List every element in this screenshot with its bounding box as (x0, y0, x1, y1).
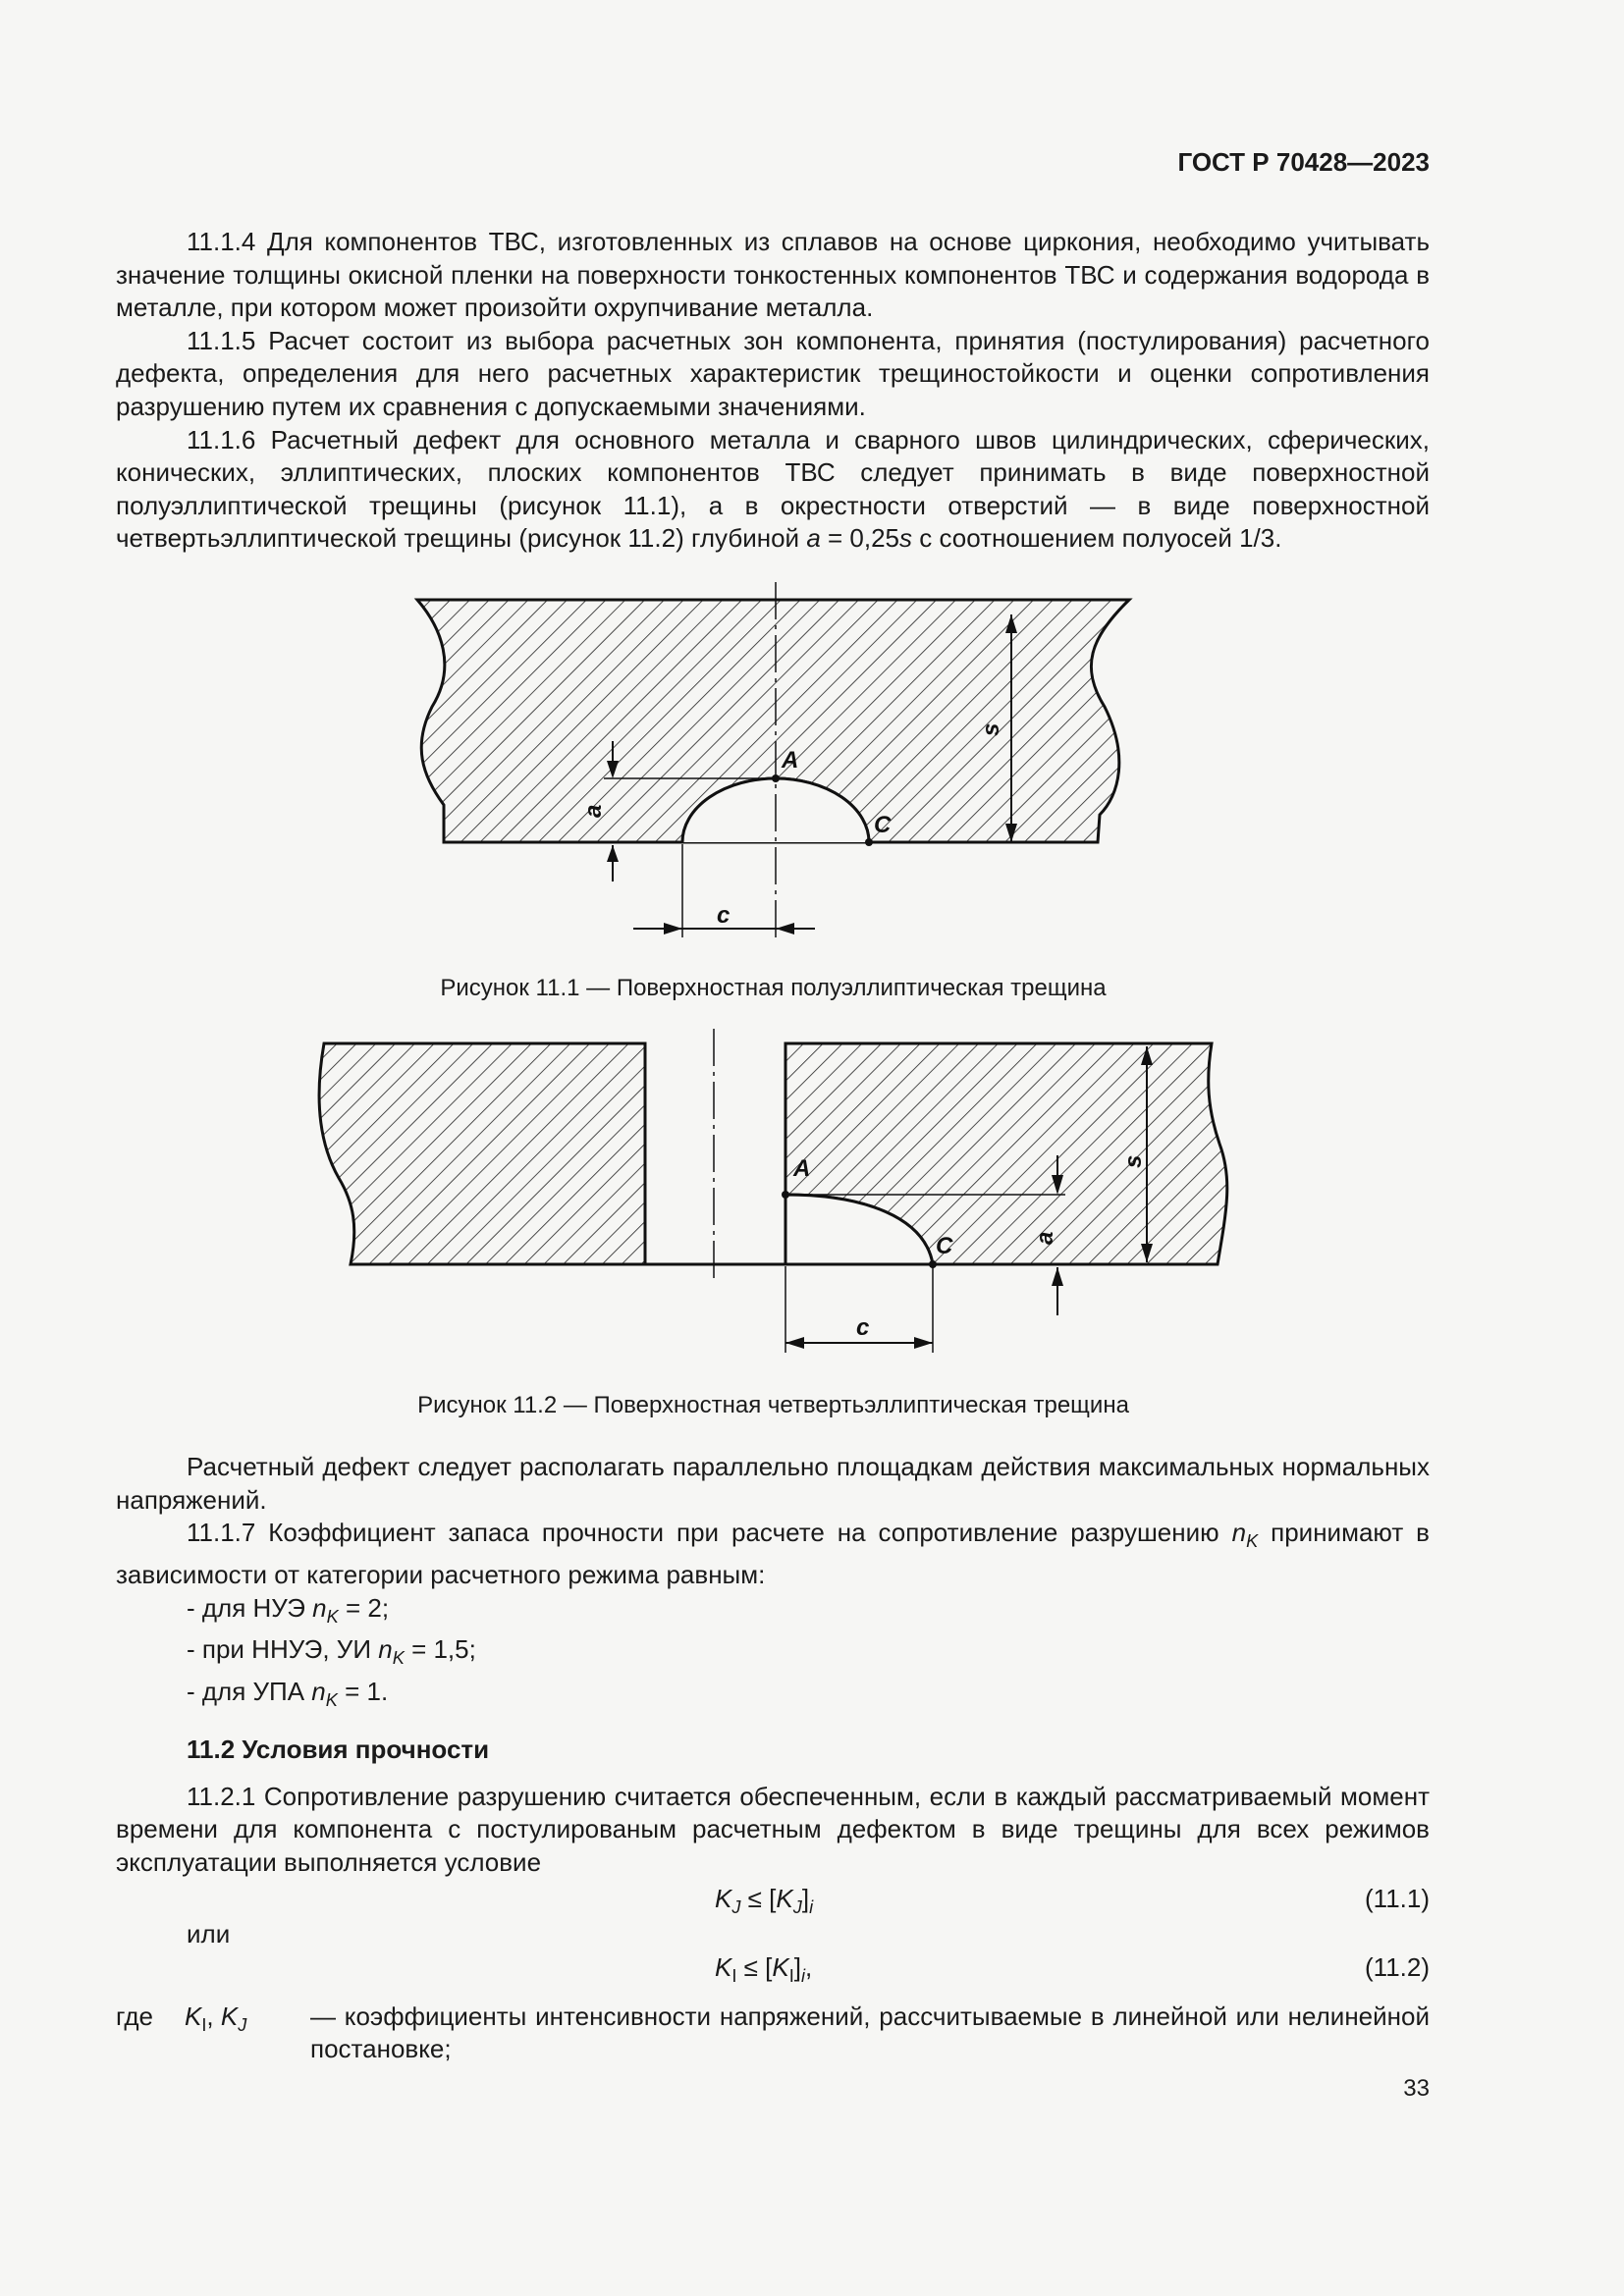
paragraph-defect-orientation: Расчетный дефект следует располагать параллельно площадкам действия максимальных нормальных напряжений. (116, 1452, 1430, 1515)
safety-factor-list (116, 1592, 1430, 1718)
formula-number: (11.1) (1365, 1884, 1430, 1914)
symbol-n: n (378, 1634, 393, 1665)
list-item-value: = 1,5; (404, 1634, 476, 1665)
page-number: 33 (1403, 2075, 1430, 2102)
bracket: ] (801, 1884, 810, 1914)
label-s: s (1120, 1154, 1147, 1168)
formula-11-2 (116, 1951, 1430, 1987)
paragraph-11-1-7-text: 11.1.7 Коэффициент запаса прочности при расчете на сопротивление разрушению (187, 1518, 1232, 1548)
subscript-i: i (809, 1897, 814, 1918)
formula-11-1 (116, 1883, 1430, 1918)
intro-text (116, 226, 1430, 556)
label-A: A (793, 1155, 811, 1182)
where-symbols (185, 2001, 310, 2066)
subscript-i-roman: I (731, 1966, 737, 1987)
symbol-k: K (392, 1648, 405, 1669)
where-definition (116, 2001, 1430, 2066)
list-item (187, 1676, 1430, 1718)
comma: , (805, 1951, 813, 1982)
symbol-n: n (1231, 1518, 1247, 1548)
label-C: C (936, 1233, 953, 1259)
list-item-text: - для УПА (187, 1677, 312, 1707)
or-text: или (187, 1919, 231, 1949)
paragraph-11-1-6-text: 11.1.6 Расчетный дефект для основного металла и сварного швов цилиндрических, сферических, конических, эллиптических, плоских компонентов ТВС следует принимать в виде поверхностной полуэллиптической трещины (рисунок 11.1), а в окрестности отверстий — в виде поверхностной четвертьэллиптической трещины (рисунок 11.2) глубиной (116, 424, 1430, 554)
symbol-n: n (312, 1592, 327, 1623)
symbol-k: K (715, 1951, 732, 1982)
list-item-value: = 1. (337, 1677, 389, 1707)
label-A: A (782, 747, 799, 774)
document-code: ГОСТ Р 70428—2023 (1177, 147, 1430, 177)
symbol-k: K (325, 1690, 338, 1711)
symbol-k: K (776, 1884, 793, 1914)
subscript-j: J (238, 2015, 247, 2036)
symbol-s: s (899, 523, 913, 554)
where-label: где (116, 2001, 153, 2031)
list-item-text: - для НУЭ (187, 1592, 313, 1623)
label-a: a (1032, 1231, 1058, 1245)
symbol-k: K (185, 2001, 202, 2031)
list-item-value: = 2; (338, 1592, 390, 1623)
paragraph-11-1-4: 11.1.4 Для компонентов ТВС, изготовленных из сплавов на основе циркония, необходимо учитывать значение толщины окисной пленки на поверхности тонкостенных компонентов ТВС и содержания водорода в металле, при котором может произойти охрупчивание металла. (116, 227, 1430, 323)
paragraph-11-1-5: 11.1.5 Расчет состоит из выбора расчетных зон компонента, принятия (постулирования) расчетного дефекта, определения для него расчетных характеристик трещиностойкости и оценки сопротивления разрушению путем их сравнения с допускаемыми значениями. (116, 325, 1430, 421)
list-item-text: - при ННУЭ, УИ (187, 1634, 379, 1665)
label-c: c (717, 902, 731, 929)
paragraph-11-1-7-end: принимают в зависимости от категории расчетного режима равным: (116, 1518, 1430, 1589)
label-c: c (856, 1314, 870, 1341)
subscript-i: i (801, 1966, 806, 1987)
paragraph-11-2-1: 11.2.1 Сопротивление разрушению считается обеспеченным, если в каждый рассматриваемый момент времени для компонента с постулированым расчетным дефектом в виде трещины для всех режимов эксплуатации выполняется условие (116, 1781, 1430, 1877)
relation: ≤ [ (740, 1884, 777, 1914)
figure-11-2 (0, 1021, 1624, 1423)
symbol-k: K (1246, 1531, 1259, 1552)
subscript-i-roman: I (788, 1966, 794, 1987)
paragraph-11-1-7 (116, 1517, 1430, 1591)
figure-11-1 (0, 579, 1624, 1011)
symbol-a: a (806, 523, 821, 554)
symbol-n: n (311, 1677, 326, 1707)
symbol-k: K (715, 1884, 732, 1914)
comma: , (206, 2001, 221, 2031)
figure-11-1-drawing (0, 579, 1624, 1011)
subscript-i-roman: I (201, 2015, 207, 2036)
subscript-j: J (792, 1897, 802, 1918)
bracket: ] (793, 1951, 801, 1982)
main-text (116, 1451, 1430, 2066)
paragraph-11-1-6 (116, 424, 1430, 556)
figure-11-1-caption: Рисунок 11.1 — Поверхностная полуэллиптическая трещина (440, 975, 1107, 1001)
label-a: a (580, 804, 607, 818)
where-description: — коэффициенты интенсивности напряжений, рассчитываемые в линейной или нелинейной постановке; (310, 2001, 1430, 2064)
symbol-k: K (772, 1951, 789, 1982)
figure-11-2-drawing (0, 1021, 1624, 1423)
figure-2-left-body (319, 1043, 645, 1264)
relation: ≤ [ (736, 1951, 773, 1982)
section-title-11-2: 11.2 Условия прочности (187, 1734, 490, 1764)
formula-expression (715, 1951, 812, 1994)
symbol-k: K (220, 2001, 239, 2031)
list-item (187, 1592, 1430, 1634)
symbol-k: K (326, 1606, 339, 1627)
formula-number: (11.2) (1365, 1951, 1430, 1982)
label-C: C (874, 812, 892, 838)
figure-11-2-caption: Рисунок 11.2 — Поверхностная четвертьэллиптическая трещина (417, 1392, 1129, 1418)
value-text: = 0,25 (820, 523, 900, 554)
subscript-j: J (731, 1897, 741, 1918)
paragraph-11-1-6-end: с соотношением полуосей 1/3. (912, 523, 1282, 554)
list-item (187, 1633, 1430, 1676)
formula-expression (715, 1883, 813, 1925)
label-s: s (978, 722, 1004, 736)
